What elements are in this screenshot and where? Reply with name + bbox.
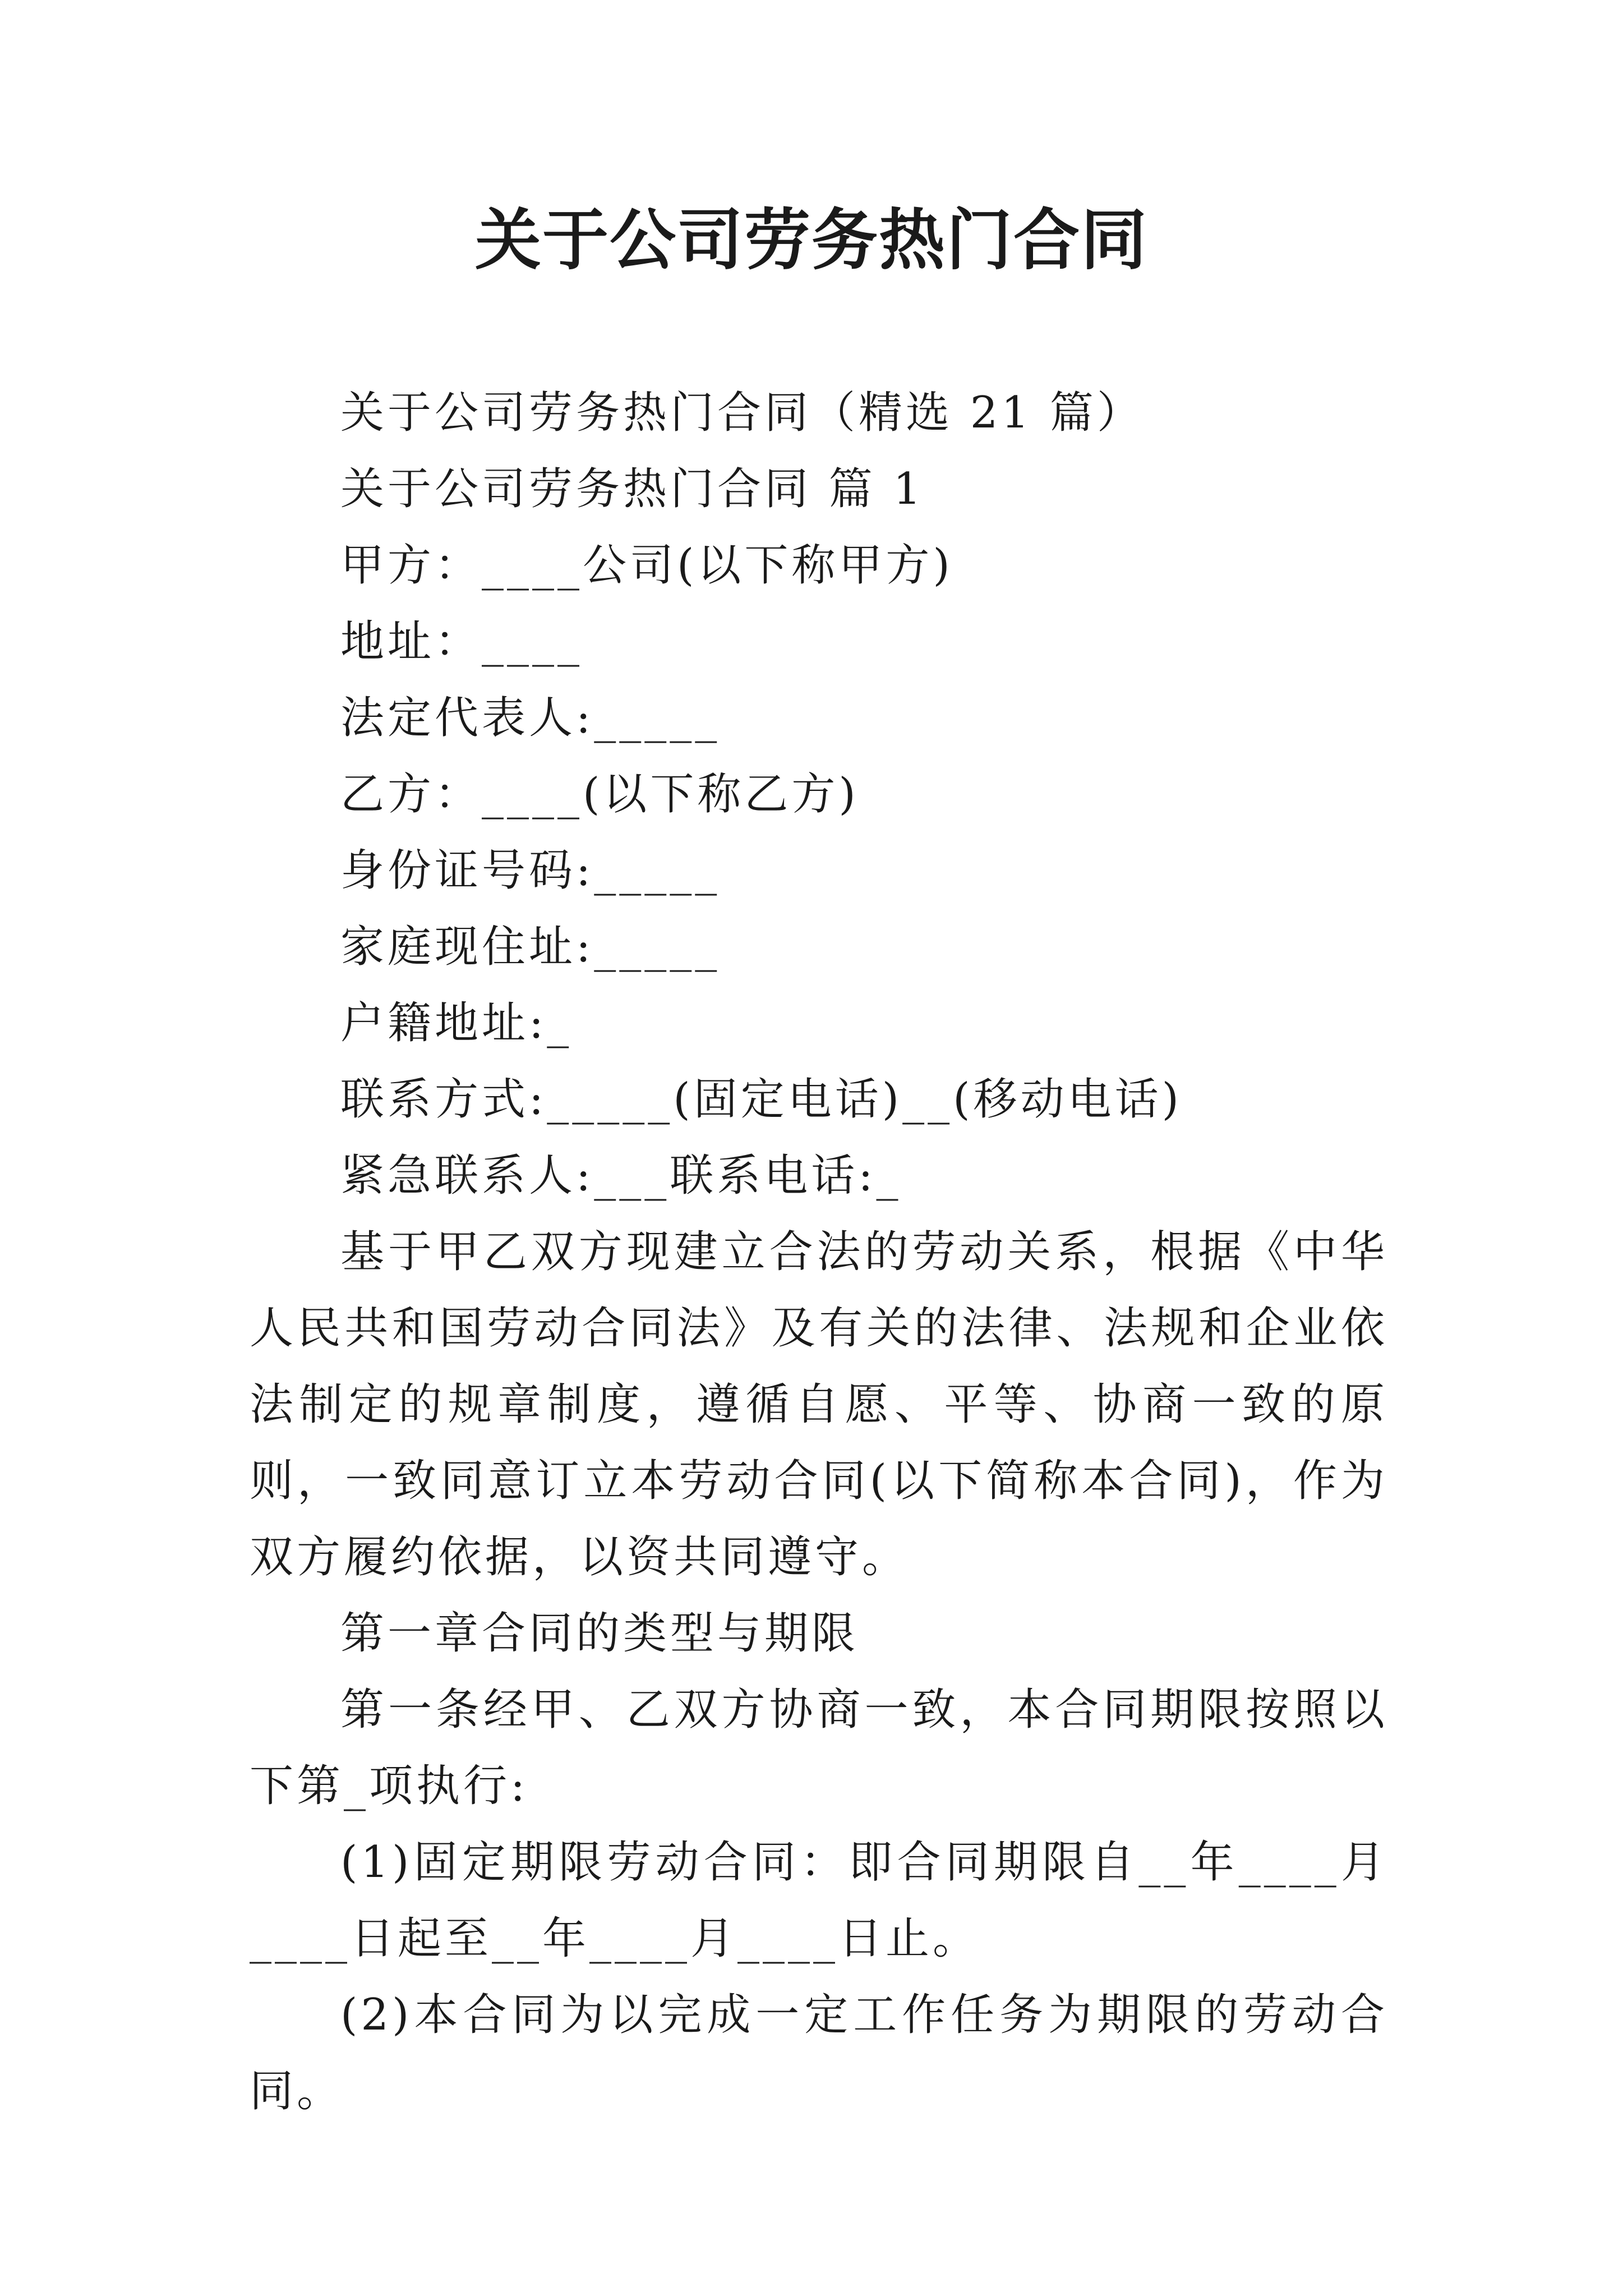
id-number-line: 身份证号码:_____ (340, 845, 721, 896)
subtitle-line: 关于公司劳务热门合同（精选 21 篇） (340, 388, 1144, 438)
document-title: 关于公司劳务热门合同 (474, 201, 1148, 279)
term-item-2: (2)本合同为以完成一定工作任务为期限的劳动合同。 (250, 1990, 1388, 2116)
chapter-heading: 第一章合同的类型与期限 (340, 1608, 859, 1659)
section-heading: 关于公司劳务热门合同 篇 1 (340, 464, 925, 514)
address-line: 地址：____ (340, 616, 583, 667)
home-address-line: 家庭现住址:_____ (340, 922, 721, 972)
household-address-line: 户籍地址:_ (340, 998, 573, 1048)
party-a-line: 甲方：____公司(以下称甲方) (340, 540, 953, 591)
preamble-paragraph: 基于甲乙双方现建立合法的劳动关系，根据《中华人民共和国劳动合同法》及有关的法律、法规和企业依法制定的规章制度，遵循自愿、平等、协商一致的原则，一致同意订立本劳动合同(以下简称本合同)，作为双方履约依据，以资共同遵守。 (250, 1227, 1388, 1582)
contact-line: 联系方式:_____(固定电话)__(移动电话) (340, 1074, 1183, 1125)
article-paragraph: 第一条经甲、乙双方协商一致，本合同期限按照以下第_项执行: (250, 1685, 1388, 1811)
party-b-line: 乙方：____(以下称乙方) (340, 769, 859, 820)
emergency-contact-line: 紧急联系人:___联系电话:_ (340, 1151, 902, 1201)
term-item-1: (1)固定期限劳动合同：即合同期限自__年____月____日起至__年____月____日止。 (250, 1837, 1388, 1964)
legal-representative-line: 法定代表人:_____ (340, 693, 721, 743)
document-body (250, 375, 1388, 2129)
